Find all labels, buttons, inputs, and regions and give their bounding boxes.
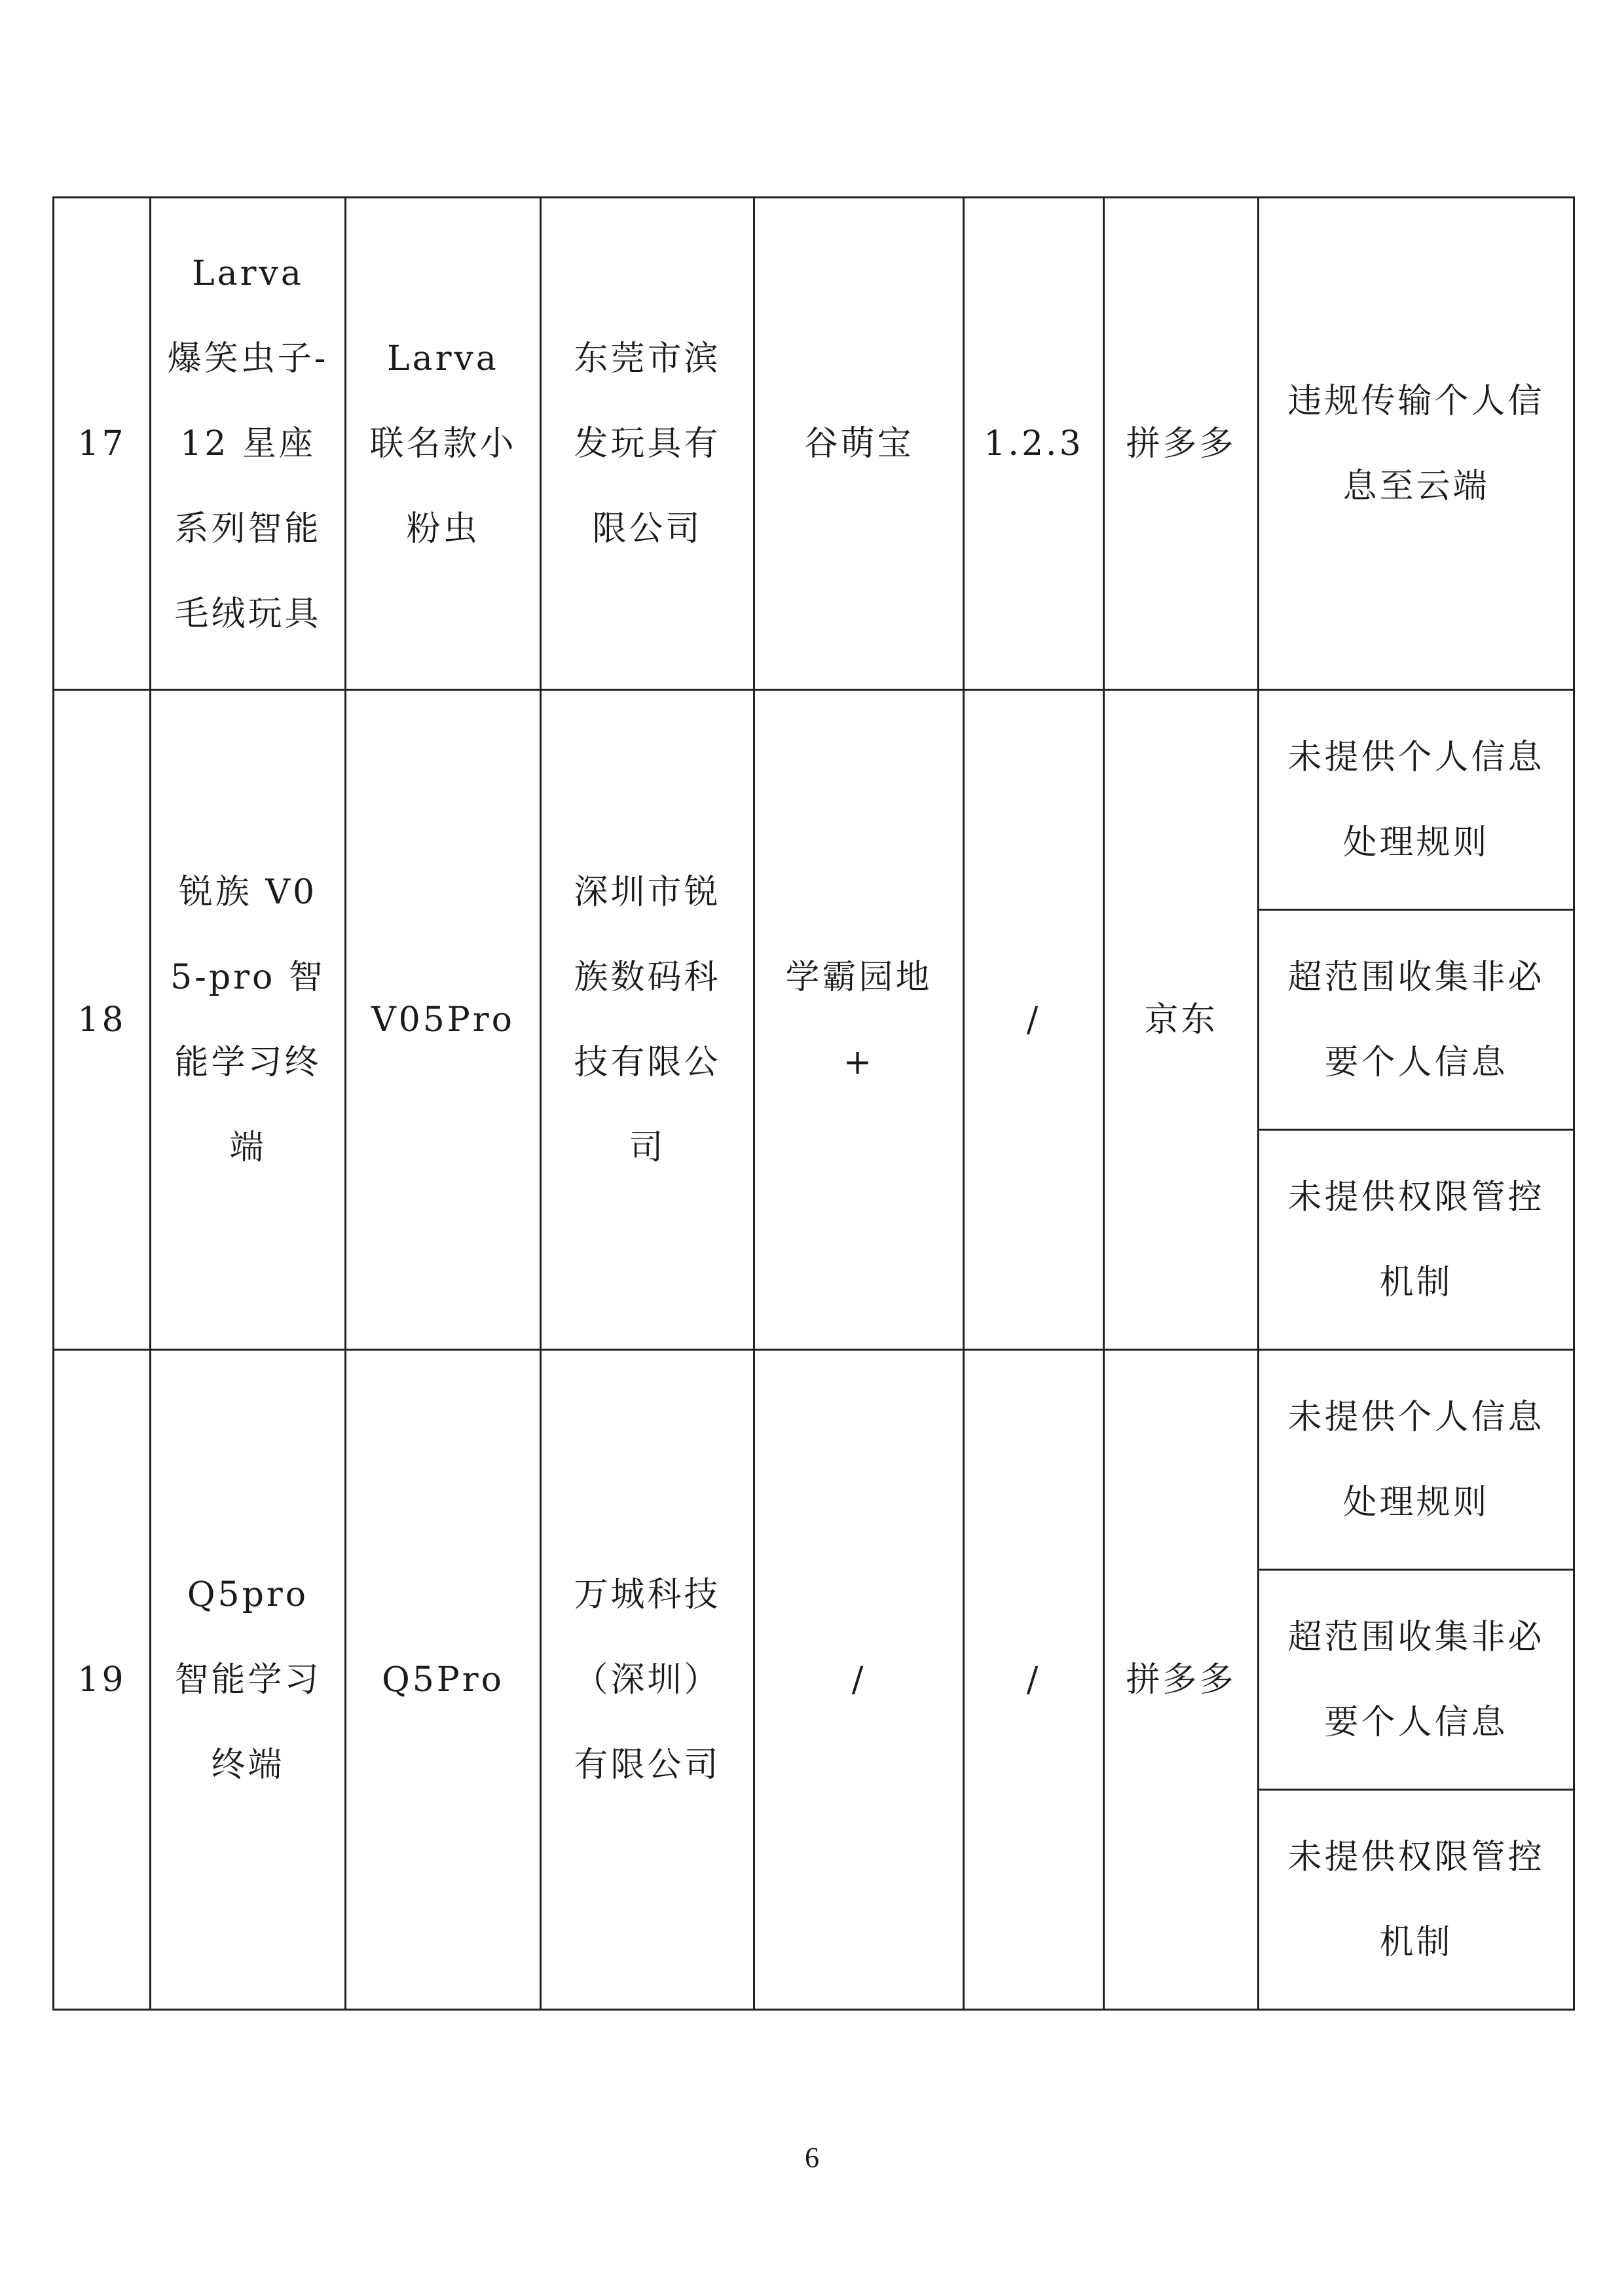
page-number: 6	[805, 2141, 819, 2174]
sales-platform: 京东	[1104, 690, 1259, 1350]
manufacturer: 万城科技（深圳）有限公司	[541, 1350, 754, 2010]
issue-cell: 违规传输个人信息至云端	[1259, 198, 1574, 690]
product-model: Larva 联名款小粉虫	[346, 198, 541, 690]
issue-cell: 未提供权限管控机制	[1259, 1130, 1574, 1350]
app-version: /	[964, 690, 1104, 1350]
inspection-results-table	[52, 196, 1575, 2011]
row-number: 18	[54, 690, 151, 1350]
product-name: Larva 爆笑虫子-12 星座系列智能毛绒玩具	[151, 198, 346, 690]
product-model: Q5Pro	[346, 1350, 541, 2010]
table-row	[54, 690, 1574, 910]
product-name: Q5pro 智能学习终端	[151, 1350, 346, 2010]
app-version: 1.2.3	[964, 198, 1104, 690]
issue-cell: 未提供个人信息处理规则	[1259, 690, 1574, 910]
row-number: 17	[54, 198, 151, 690]
app-name: 学霸园地+	[754, 690, 964, 1350]
app-name: /	[754, 1350, 964, 2010]
app-name: 谷萌宝	[754, 198, 964, 690]
issue-cell: 超范围收集非必要个人信息	[1259, 910, 1574, 1130]
row-number: 19	[54, 1350, 151, 2010]
table-row	[54, 198, 1574, 690]
sales-platform: 拼多多	[1104, 1350, 1259, 2010]
product-name: 锐族 V05-pro 智能学习终端	[151, 690, 346, 1350]
app-version: /	[964, 1350, 1104, 2010]
table-row	[54, 1350, 1574, 1570]
manufacturer: 深圳市锐族数码科技有限公司	[541, 690, 754, 1350]
product-model: V05Pro	[346, 690, 541, 1350]
sales-platform: 拼多多	[1104, 198, 1259, 690]
issue-cell: 未提供权限管控机制	[1259, 1790, 1574, 2010]
issue-cell: 超范围收集非必要个人信息	[1259, 1570, 1574, 1790]
manufacturer: 东莞市滨发玩具有限公司	[541, 198, 754, 690]
issue-cell: 未提供个人信息处理规则	[1259, 1350, 1574, 1570]
